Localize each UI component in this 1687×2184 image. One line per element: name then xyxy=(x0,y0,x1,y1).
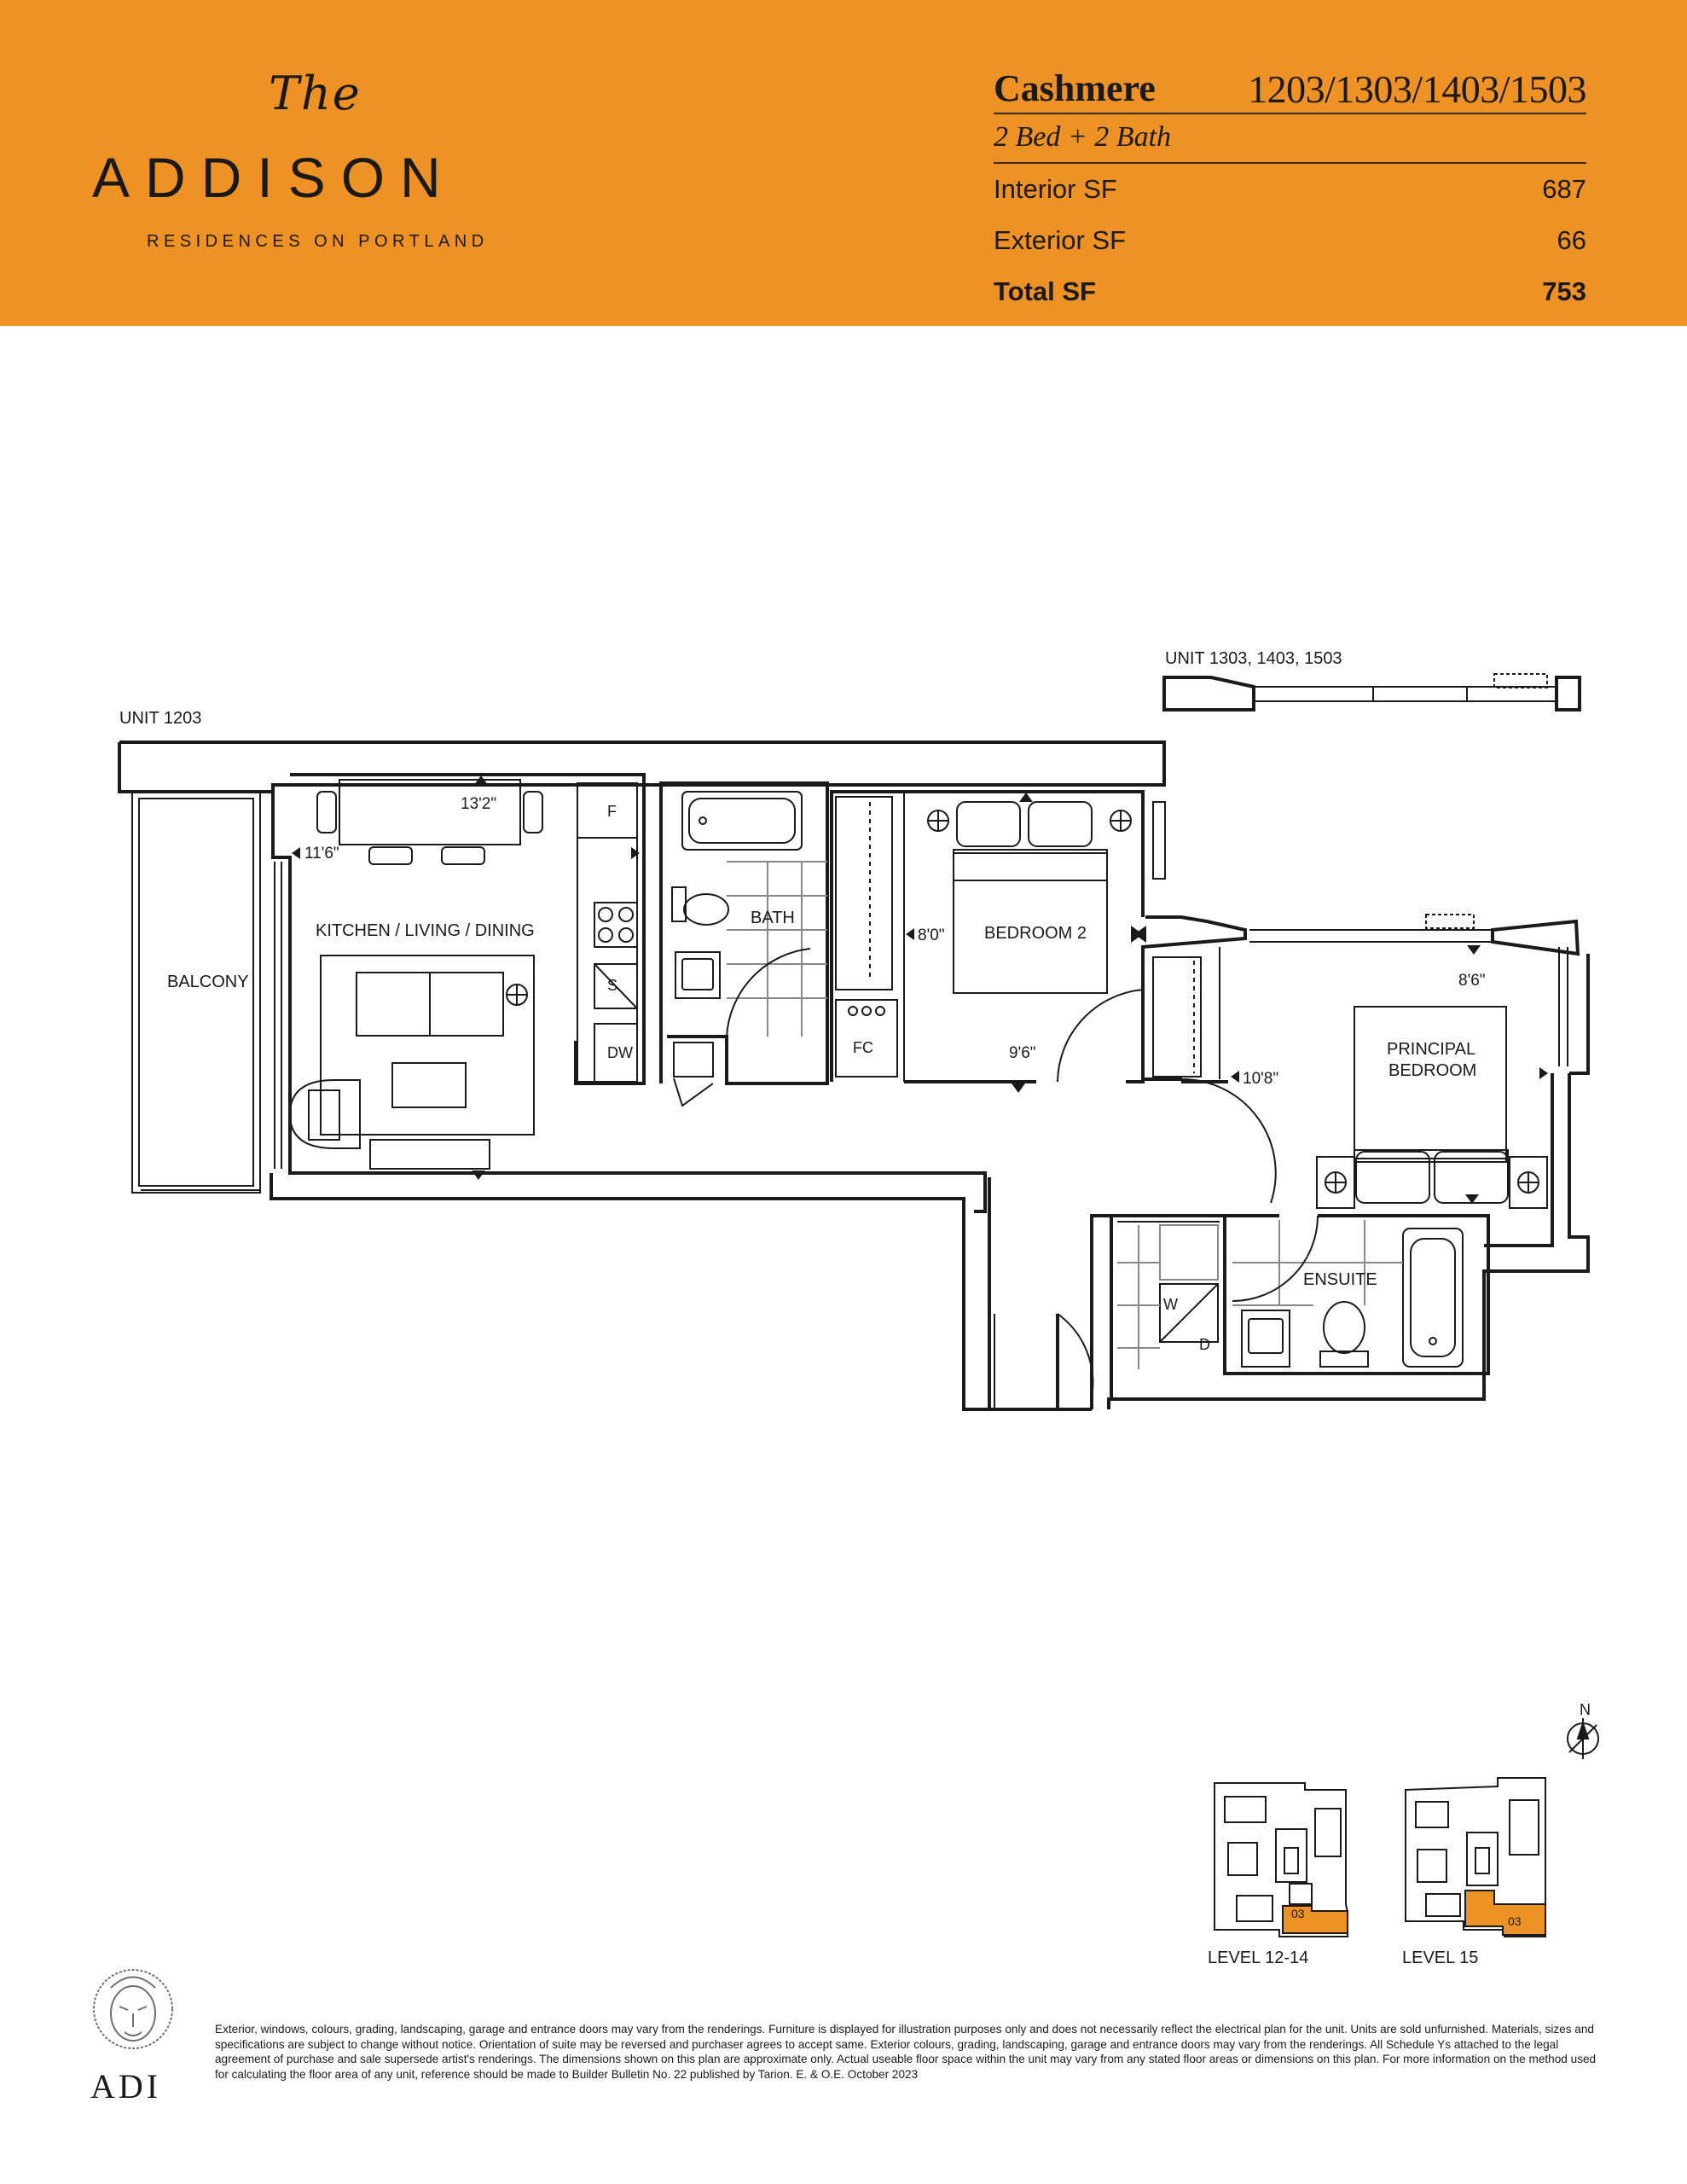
dim-principal-depth: 10'8" xyxy=(1243,1070,1279,1088)
disclaimer: Exterior, windows, colours, grading, landscaping, garage and entrance doors may vary from the renderings. Furniture is displayed for illustration purposes only and does not necessarily reflect the electrical plan for the unit. Units are sold unfurnished. Materials, sizes and specifications are subject to change without notice. Orientation of suite may be reversed and purchaser agrees to accept same. Exterior colours, grading, landscaping, garage and entrance doors may vary from the renderings. All Schedule Ys attached to the legal agreement of purchase and sale supersede artist's renderings. The dimensions shown on this plan are approximate only. Actual useable floor space within the unit may vary from any stated floor areas or dimensions on this plan. For more information on the method used for calculating the floor area of any unit, reference should be made to Builder Bulletin No. 22 published by Tarion. E. & O.E. October 2023 xyxy=(215,2023,1597,2081)
room-balcony: BALCONY xyxy=(167,973,249,991)
suite-units: 1203/1303/1403/1503 xyxy=(1248,67,1586,111)
exterior-sf-value: 66 xyxy=(1557,225,1586,255)
brand-name: ADDISON xyxy=(92,146,456,209)
keyplan-unit-tag: 03 xyxy=(1508,1914,1522,1928)
total-sf-value: 753 xyxy=(1542,276,1586,306)
adi-lion-crest-icon xyxy=(94,1970,172,2048)
room-ensuite: ENSUITE xyxy=(1303,1270,1377,1289)
dim-principal-width: 8'6" xyxy=(1458,972,1486,990)
fixture-dryer: D xyxy=(1199,1336,1210,1353)
fixture-sink: S xyxy=(607,977,618,994)
dim-bedroom2-width: 8'0" xyxy=(918,926,945,944)
dim-bedroom2-depth: 9'6" xyxy=(1009,1044,1036,1062)
room-bedroom-2: BEDROOM 2 xyxy=(984,924,1087,943)
unit-alt-label: UNIT 1303, 1403, 1503 xyxy=(1165,649,1342,668)
fixture-fridge: F xyxy=(607,803,617,820)
room-principal: PRINCIPAL xyxy=(1387,1040,1476,1059)
dim-living-depth: 11'6" xyxy=(304,845,339,863)
unit-1203-label: UNIT 1203 xyxy=(119,709,202,728)
interior-sf-label: Interior SF xyxy=(994,174,1117,204)
interior-sf-value: 687 xyxy=(1542,174,1586,204)
developer-logo-text: ADI xyxy=(90,2067,162,2106)
brand-subtitle: RESIDENCES ON PORTLAND xyxy=(147,232,489,251)
fixture-closet: FC xyxy=(853,1039,873,1056)
total-sf-label: Total SF xyxy=(994,276,1096,306)
dim-living-width: 13'2" xyxy=(461,795,497,813)
exterior-sf-label: Exterior SF xyxy=(994,225,1127,255)
keyplan-unit-tag: 03 xyxy=(1291,1907,1305,1920)
suite-name: Cashmere xyxy=(994,67,1156,109)
fixture-washer: W xyxy=(1163,1296,1178,1313)
room-bath: BATH xyxy=(751,909,795,927)
north-arrow-icon xyxy=(1568,1718,1598,1759)
keyplan-unit-highlight xyxy=(1465,1891,1545,1935)
north-label: N xyxy=(1580,1701,1591,1718)
room-principal-bedroom: BEDROOM xyxy=(1388,1061,1477,1080)
room-kitchen-living-dining: KITCHEN / LIVING / DINING xyxy=(316,921,535,940)
keyplan-left-label: LEVEL 12-14 xyxy=(1208,1949,1309,1967)
fixture-dishwasher: DW xyxy=(607,1044,633,1061)
balcony xyxy=(132,792,260,1193)
brand-script: The xyxy=(269,67,362,120)
suite-type: 2 Bed + 2 Bath xyxy=(994,121,1172,153)
keyplan-right-label: LEVEL 15 xyxy=(1402,1949,1479,1967)
